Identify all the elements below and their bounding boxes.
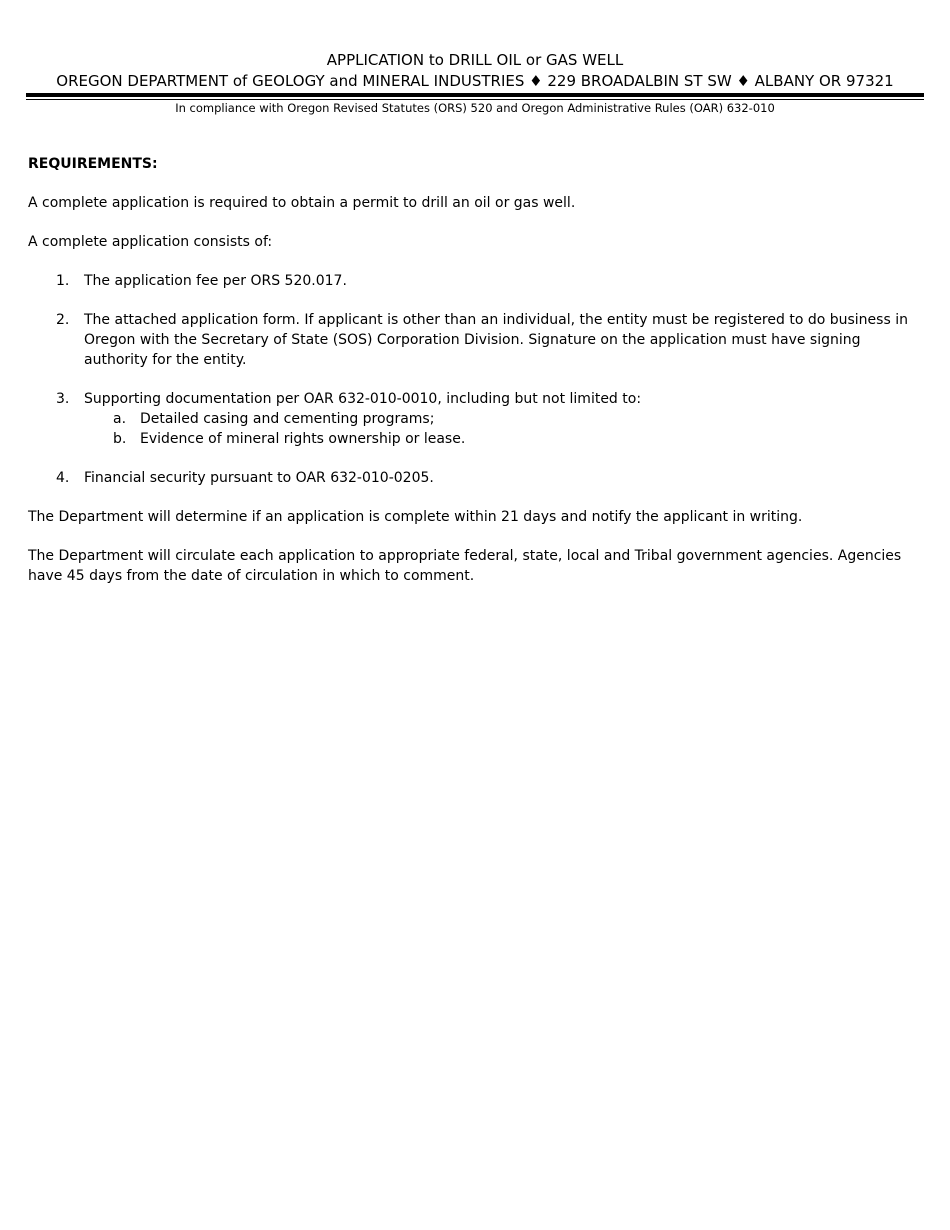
document-header xyxy=(0,50,950,92)
requirements-list xyxy=(28,271,924,488)
requirement-item-3 xyxy=(28,389,924,449)
requirement-text: Supporting documentation per OAR 632-010-0010, including but not limited to: xyxy=(84,391,642,407)
list-letter: b. xyxy=(113,431,127,447)
application-consists-of: A complete application consists of: xyxy=(28,234,273,250)
list-number: 2. xyxy=(56,312,70,328)
requirements-heading: REQUIREMENTS: xyxy=(28,156,158,172)
sublist-text: Detailed casing and cementing programs; xyxy=(140,411,435,427)
requirement-item-2 xyxy=(28,310,924,370)
requirement-item-4 xyxy=(28,468,924,488)
list-number: 3. xyxy=(56,391,70,407)
supporting-docs-sublist xyxy=(84,409,924,449)
list-number: 4. xyxy=(56,470,70,486)
requirement-item-1 xyxy=(28,271,924,291)
requirement-text: The attached application form. If applicant is other than an individual, the entity must be registered to do business in Oregon with the Secretary of State (SOS) Corporation Division. Signature on the application must have signing authority for the entity. xyxy=(84,312,908,368)
sublist-item-a xyxy=(84,409,924,429)
document-title: APPLICATION to DRILL OIL or GAS WELL xyxy=(326,51,624,69)
agency-circulation: The Department will circulate each application to appropriate federal, state, local and Tribal government agencies. Agencies have 45 days from the date of circulation in which to comment. xyxy=(28,548,902,584)
agency-address-line: OREGON DEPARTMENT of GEOLOGY and MINERAL INDUSTRIES ♦ 229 BROADALBIN ST SW ♦ ALBANY OR 97321 xyxy=(56,72,894,90)
list-letter: a. xyxy=(113,411,127,427)
list-number: 1. xyxy=(56,273,70,289)
sublist-item-b xyxy=(84,429,924,449)
compliance-statement: In compliance with Oregon Revised Statutes (ORS) 520 and Oregon Administrative Rules (OAR) 632-010 xyxy=(175,101,775,115)
sublist-text: Evidence of mineral rights ownership or lease. xyxy=(140,431,466,447)
completeness-determination: The Department will determine if an application is complete within 21 days and notify the applicant in writing. xyxy=(28,509,803,525)
requirements-section xyxy=(28,154,924,605)
header-divider-thick xyxy=(26,93,924,97)
requirement-text: Financial security pursuant to OAR 632-010-0205. xyxy=(84,470,434,486)
requirements-intro: A complete application is required to obtain a permit to drill an oil or gas well. xyxy=(28,195,576,211)
requirement-text: The application fee per ORS 520.017. xyxy=(84,273,347,289)
